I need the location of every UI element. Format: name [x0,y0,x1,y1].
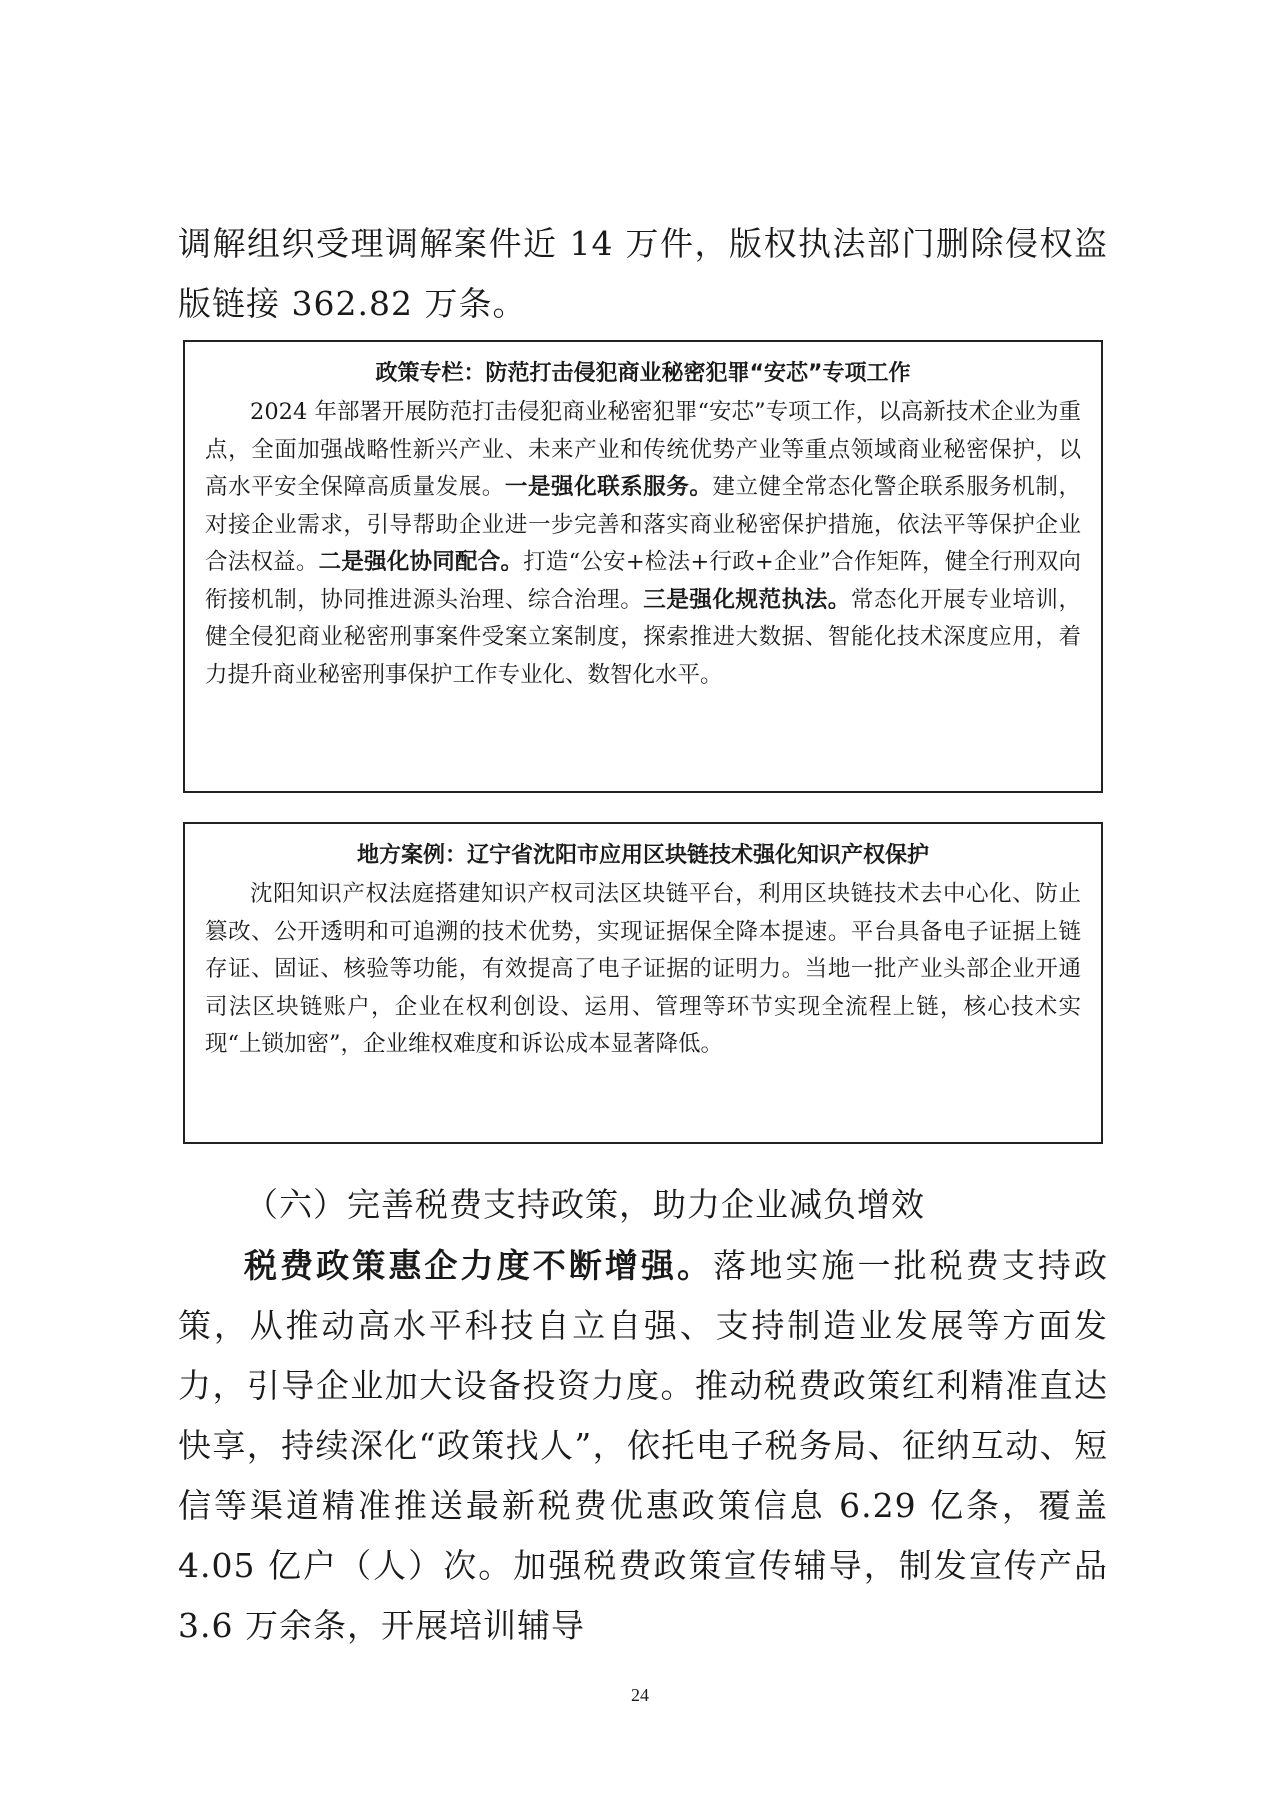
policy-point-2: 二是强化协同配合。 [318,549,524,575]
policy-point-3: 三是强化规范执法。 [643,586,851,613]
page-number: 24 [631,1685,649,1705]
policy-sidebar-box [183,340,1103,793]
policy-text-1: 2024 年部署开展防范打击侵犯商业秘密犯罪“安芯”专项工作，以高新技术企业为重点，全面加强战略性新兴产业、未来产业和传统优势产业等重点领域商业秘密保护，以高水平安全保障高质量发展。 [205,399,1081,500]
case-box-title: 地方案例：辽宁省沈阳市应用区块链技术强化知识产权保护 [356,843,929,868]
section-bold-lead: 税费政策惠企力度不断增强。 [244,1246,714,1285]
intro-paragraph: 调解组织受理调解案件近 14 万件，版权执法部门删除侵权盗版链接 362.82 万条。 [178,224,1108,323]
policy-box-body [205,394,1081,694]
section-heading: （六）完善税费支持政策，助力企业减负增效 [245,1185,925,1224]
policy-text-2: 建立健全常态化警企联系服务机制，对接企业需求，引导帮助企业进一步完善和落实商业秘密保护措施，依法平等保护企业合法权益。 [205,474,1081,575]
policy-text-3: 打造“公安+检法+行政+企业”合作矩阵，健全行刑双向衔接机制，协同推进源头治理、综合治理。 [205,549,1081,613]
case-box-body: 沈阳知识产权法庭搭建知识产权司法区块链平台，利用区块链技术去中心化、防止篡改、公开透明和可追溯的技术优势，实现证据保全降本提速。平台具备电子证据上链存证、固证、核验等功能，有效提高了电子证据的证明力。当地一批产业头部企业开通司法区块链账户，企业在权利创设、运用、管理等环节实现全流程上链，核心技术实现“上锁加密”，企业维权难度和诉讼成本显著降低。 [205,881,1081,1057]
section-body-text: 落地实施一批税费支持政策，从推动高水平科技自立自强、支持制造业发展等方面发力，引导企业加大设备投资力度。推动税费政策红利精准直达快享，持续深化“政策找人”，依托电子税务局、征纳互动、短信等渠道精准推送最新税费优惠政策信息 6.29 亿条，覆盖 4.05 亿户（人）次。加强税费政策宣传辅导，制发宣传产品 3.6 万余条，开展培训辅导 [178,1246,1109,1645]
policy-text-4: 常态化开展专业培训，健全侵犯商业秘密刑事案件受案立案制度，探索推进大数据、智能化技术深度应用，着力提升商业秘密刑事保护工作专业化、数智化水平。 [205,586,1081,688]
local-case-box [183,822,1103,1144]
policy-box-title: 政策专栏：防范打击侵犯商业秘密犯罪“安芯”专项工作 [375,361,911,386]
policy-point-1: 一是强化联系服务。 [504,474,713,500]
section-paragraph [178,1236,1108,1656]
